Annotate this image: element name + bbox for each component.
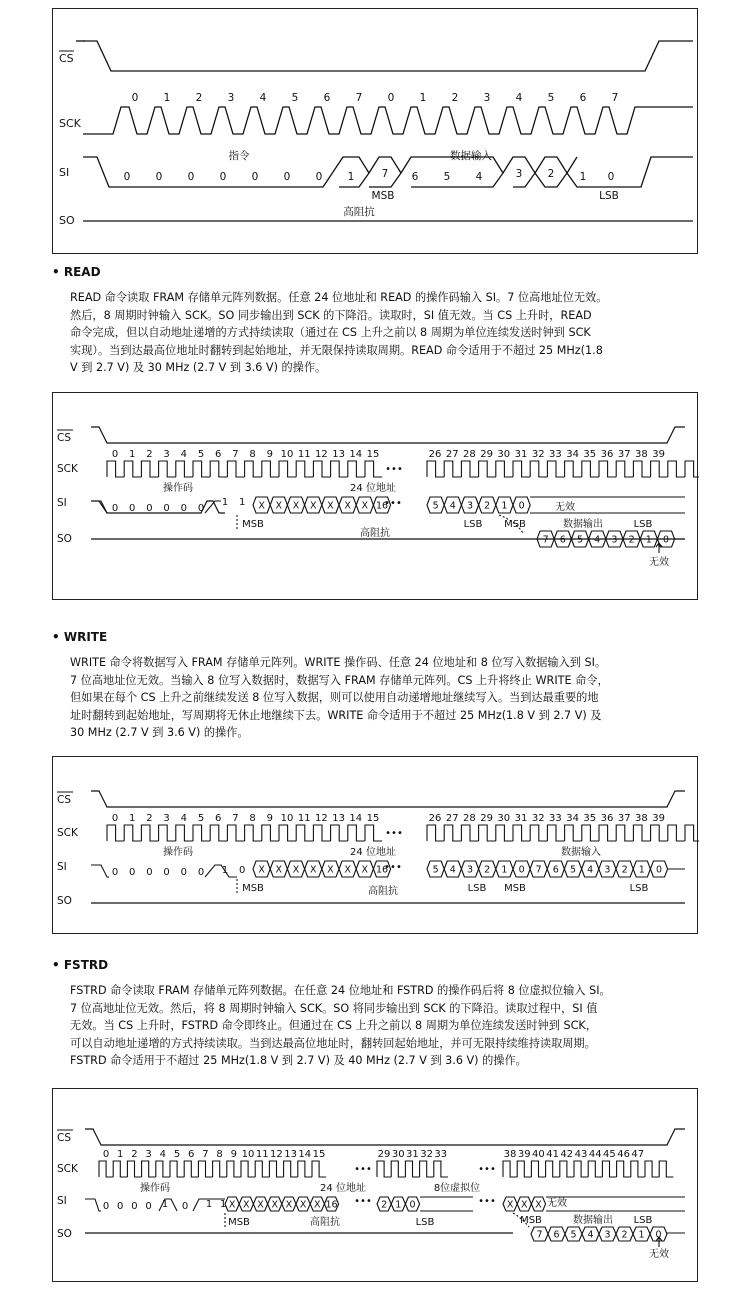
sck-cycle-number: 37: [617, 449, 631, 460]
svg-text:2: 2: [451, 92, 459, 104]
opcode-bit: 0: [163, 503, 170, 514]
label-data-output: 数据输出: [563, 519, 603, 530]
sck-cycle-number: 14: [298, 1149, 312, 1160]
label-opcode: 操作码: [163, 847, 193, 858]
svg-text:0: 0: [187, 171, 195, 183]
label-msb: MSB: [242, 883, 264, 894]
data-out-bit: 2: [628, 534, 635, 546]
sck-cycle-number: 15: [366, 813, 380, 824]
ellipsis-si-1: •••: [354, 1196, 372, 1207]
svg-text:3: 3: [227, 92, 235, 104]
sck-cycle-number: 28: [463, 813, 476, 824]
sck-cycle-number: 44: [588, 1149, 602, 1160]
svg-text:3: 3: [483, 92, 491, 104]
ellipsis-si: •••: [384, 862, 402, 873]
ellipsis-si-2: •••: [478, 1196, 496, 1207]
opcode-bit: 0: [102, 1201, 110, 1212]
opcode-bit: 0: [239, 865, 246, 876]
address-bit: X: [344, 500, 351, 512]
sck-cycle-number: 7: [232, 813, 239, 824]
address-tail-bit: 1: [501, 500, 508, 512]
sck-cycle-number: 7: [232, 449, 239, 460]
sck-cycle-number: 32: [531, 449, 545, 460]
label-data-input: 数据输入: [450, 150, 492, 162]
sck-cycle-number: 8: [216, 1149, 223, 1160]
sck-cycle-number: 46: [617, 1149, 630, 1160]
sck-clock-segment: [107, 461, 382, 477]
sck-cycle-number: 10: [280, 449, 294, 460]
sck-cycle-number: 0: [111, 813, 119, 824]
sck-cycle-number: 1: [129, 813, 136, 824]
ellipsis-sck: •••: [385, 464, 403, 475]
address-bit: X: [271, 1199, 278, 1211]
address-tail-bit: 5: [432, 864, 439, 876]
sck-cycle-number: 30: [497, 449, 511, 460]
sck-cycle-number: 39: [652, 449, 665, 460]
cs-label: CS: [57, 432, 71, 444]
si-label: SI: [57, 861, 67, 873]
address-bit: X: [309, 500, 317, 512]
svg-text:0: 0: [155, 171, 163, 183]
sck-cycle-number: 32: [531, 813, 545, 824]
section-title-read: • READ: [52, 265, 101, 279]
svg-text:4: 4: [515, 92, 523, 104]
sck-cycle-number: 12: [315, 813, 328, 824]
svg-text:0: 0: [607, 171, 615, 183]
address-bit: X: [361, 500, 369, 512]
address-tail-bit: 3: [466, 864, 474, 876]
svg-text:5: 5: [291, 92, 299, 104]
data-out-bit: 6: [559, 534, 566, 546]
sck-cycle-number: 10: [280, 813, 294, 824]
timing-svg-4: [53, 1089, 699, 1283]
write-timing-diagram: [52, 756, 698, 934]
sck-clock-segment: [377, 1161, 448, 1177]
sck-cycle-number: 5: [197, 449, 205, 460]
data-out-bit: 5: [570, 1229, 577, 1241]
sck-cycle-number: 0: [111, 449, 119, 460]
sck-cycle-number: 36: [600, 449, 614, 460]
sck-cycle-number: 2: [146, 813, 153, 824]
address-tail-bit: 1: [501, 864, 508, 876]
label-lsb: LSB: [463, 519, 483, 530]
sck-cycle-number: 9: [266, 449, 273, 460]
data-in-bit: 4: [587, 864, 594, 876]
sck-clock-segment: [107, 825, 382, 841]
sck-cycle-number: 14: [349, 449, 363, 460]
opcode-bit: 1: [220, 1199, 227, 1210]
sck-cycle-number: 9: [230, 1149, 237, 1160]
timing-svg-2: [53, 393, 699, 601]
address-bit: X: [275, 864, 283, 876]
address-tail-bit: 2: [381, 1199, 388, 1211]
sck-cycle-number: 29: [480, 813, 493, 824]
sck-cycle-number: 12: [270, 1149, 283, 1160]
sck-cycle-number: 4: [159, 1149, 166, 1160]
sck-cycle-number: 5: [197, 813, 205, 824]
address-tail-bit: 4: [449, 500, 456, 512]
data-out-bit: 0: [662, 534, 670, 546]
sck-cycle-number: 31: [514, 449, 528, 460]
svg-text:2: 2: [195, 92, 203, 104]
sck-cycle-number: 2: [146, 449, 153, 460]
si-label: SI: [59, 166, 70, 179]
data-out-bit: 1: [638, 1229, 645, 1241]
sck-label: SCK: [57, 827, 78, 839]
sck-cycle-number: 15: [312, 1149, 326, 1160]
svg-text:0: 0: [315, 171, 323, 183]
opcode-bit: 1: [221, 497, 229, 508]
opcode-bit: 0: [181, 1201, 189, 1212]
label-lsb: LSB: [467, 883, 487, 894]
sck-cycle-number: 5: [173, 1149, 181, 1160]
svg-text:7: 7: [611, 92, 619, 104]
sck-cycle-number: 35: [583, 813, 597, 824]
sck-cycle-number: 6: [215, 449, 222, 460]
sck-clock-segment: [503, 1161, 673, 1177]
sck-cycle-number: 27: [445, 449, 459, 460]
sck-cycle-number: 41: [546, 1149, 559, 1160]
sck-cycle-number: 31: [406, 1149, 419, 1160]
svg-text:1: 1: [419, 92, 427, 104]
label-msb: MSB: [228, 1217, 250, 1228]
label-msb-out: MSB: [504, 519, 526, 530]
read-timing-diagram-1: [52, 8, 698, 254]
opcode-bit: 0: [117, 1201, 124, 1212]
address-bit: X: [299, 1199, 307, 1211]
svg-text:0: 0: [219, 171, 227, 183]
sck-cycle-number: 13: [284, 1149, 297, 1160]
data-out-bit: 0: [655, 1229, 662, 1241]
label-msb: MSB: [242, 519, 264, 530]
label-opcode: 操作码: [163, 483, 193, 494]
address-bit: X: [275, 500, 283, 512]
read-description: READ 命令读取 FRAM 存储单元阵列数据。任意 24 位地址和 READ 的操作码输入 SI。7 位高地址位无效。 然后，8 周期时钟输入 SCK。SO 同步输出到 SCK 的下降沿。读取时，SI 值无效。当 CS 上升时，READ 命令完成，但以自动地址递增的方式持续读取（通过在 CS 上升之前以 8 周期为单位连续发送时钟到 SCK 实现）。当到达最高位地址时翻转到起始地址，并无限保持读取周期。READ 命令适用于不超过 25 MHz(1.8 V 到 2.7 V) 及 30 MHz (2.7 V 到 3.6 V) 的操作。: [70, 291, 608, 375]
label-data-output: 数据输出: [573, 1215, 613, 1226]
ellipsis-sck: •••: [385, 828, 403, 839]
address-bit: X: [228, 1199, 236, 1211]
opcode-bit: 0: [146, 503, 153, 514]
ellipsis-si: •••: [384, 498, 402, 509]
sck-cycle-number: 8: [249, 449, 256, 460]
sck-cycle-number: 42: [560, 1149, 574, 1160]
label-msb: MSB: [371, 190, 395, 202]
opcode-bit: 0: [163, 867, 170, 878]
address-bit: X: [344, 864, 351, 876]
sck-cycle-number: 47: [631, 1149, 645, 1160]
opcode-bit: 0: [180, 867, 187, 878]
opcode-bit: 0: [111, 867, 119, 878]
sck-cycle-number: 33: [549, 449, 562, 460]
sck-cycle-number: 37: [617, 813, 631, 824]
sck-cycle-number: 4: [180, 449, 187, 460]
cs-label: CS: [57, 794, 71, 806]
sck-cycle-number: 45: [603, 1149, 616, 1160]
svg-text:6: 6: [411, 171, 419, 183]
label-invalid: 无效: [547, 1198, 567, 1209]
sck-cycle-number: 0: [102, 1149, 110, 1160]
label-lsb-out: LSB: [633, 519, 653, 530]
address-tail-bit: 1: [395, 1199, 402, 1211]
label-lsb-data: LSB: [629, 883, 649, 894]
address-bit: X: [327, 500, 334, 512]
label-invalid-out: 无效: [649, 557, 669, 568]
data-out-bit: 7: [536, 1229, 543, 1241]
label-invalid: 无效: [555, 502, 575, 513]
sck-cycle-number: 43: [574, 1149, 588, 1160]
sck-label: SCK: [59, 117, 81, 130]
cs-label: CS: [57, 1132, 71, 1144]
sck-clock-segment: [99, 1161, 326, 1177]
sck-cycle-number: 39: [517, 1149, 531, 1160]
sck-cycle-number: 26: [428, 449, 442, 460]
svg-text:0: 0: [123, 171, 131, 183]
address-bit: X: [285, 1199, 293, 1211]
data-in-bit: 1: [638, 864, 645, 876]
si-label: SI: [57, 497, 67, 509]
timing-svg-3: [53, 757, 699, 935]
address-tail-bit: 2: [484, 500, 491, 512]
svg-text:5: 5: [443, 171, 451, 183]
sck-cycle-number: 38: [635, 813, 648, 824]
sck-cycle-number: 3: [163, 449, 170, 460]
svg-text:2: 2: [547, 168, 555, 180]
data-out-bit: 2: [621, 1229, 628, 1241]
address-bit: X: [361, 864, 369, 876]
data-out-bit: 4: [594, 534, 601, 546]
so-label: SO: [57, 533, 72, 545]
sck-cycle-number: 27: [445, 813, 459, 824]
svg-text:3: 3: [515, 168, 523, 180]
sck-cycle-number: 14: [349, 813, 363, 824]
opcode-bit: 0: [129, 867, 136, 878]
svg-text:1: 1: [579, 171, 587, 183]
opcode-bit: 0: [111, 503, 119, 514]
data-in-bit: 6: [552, 864, 559, 876]
write-description: WRITE 命令将数据写入 FRAM 存储单元阵列。WRITE 操作码、任意 24 位地址和 8 位写入数据输入到 SI。 7 位高地址位无效。当输入 8 位写入数据时，数据写入 FRAM 存储单元阵列。CS 上升将终止 WRITE 命令， 但如果在每个 CS 上升之前继续发送 8 位写入数据，则可以使用自动递增地址继续写入。当到达最重要的地 址时翻转到起始地址，写周期将无休止地继续下去。WRITE 命令适用于不超过 25 MHz(1.8 V 到 2.7 V) 及 30 MHz (2.7 V 到 3.6 V) 的操作。: [70, 656, 609, 740]
svg-text:4: 4: [475, 171, 483, 183]
opcode-bit: 0: [180, 503, 187, 514]
timing-svg-1: [53, 9, 699, 255]
sck-cycle-number: 3: [145, 1149, 152, 1160]
sck-cycle-number: 40: [532, 1149, 545, 1160]
address-bit: 16: [325, 1199, 338, 1211]
svg-text:0: 0: [283, 171, 291, 183]
label-lsb-out: LSB: [633, 1215, 653, 1226]
svg-text:4: 4: [259, 92, 267, 104]
sck-cycle-number: 2: [131, 1149, 138, 1160]
data-in-bit: 7: [535, 864, 542, 876]
label-invalid-out: 无效: [649, 1249, 669, 1260]
sck-label: SCK: [57, 463, 78, 475]
si-label: SI: [57, 1195, 67, 1207]
sck-cycle-number: 38: [635, 449, 648, 460]
ellipsis-sck-2: •••: [478, 1164, 496, 1175]
label-msb-data: MSB: [504, 883, 526, 894]
address-tail-bit: 2: [484, 864, 491, 876]
section-title-write: • WRITE: [52, 630, 108, 644]
data-out-bit: 6: [553, 1229, 560, 1241]
sck-label: SCK: [57, 1163, 78, 1175]
ellipsis-sck-1: •••: [354, 1164, 372, 1175]
fstrd-timing-diagram: [52, 1088, 698, 1282]
opcode-bit: 1: [205, 1199, 213, 1210]
sck-cycle-number: 6: [215, 813, 222, 824]
sck-cycle-number: 6: [188, 1149, 195, 1160]
sck-cycle-number: 11: [255, 1149, 269, 1160]
svg-text:7: 7: [381, 168, 389, 180]
label-24bit-address: 24 位地址: [350, 847, 396, 858]
sck-clock-segment: [427, 461, 699, 477]
address-bit: 16: [375, 500, 389, 512]
opcode-bit: 1: [161, 1199, 169, 1210]
data-in-bit: 3: [604, 864, 611, 876]
address-bit: X: [327, 864, 334, 876]
address-bit: X: [258, 864, 265, 876]
label-lsb: LSB: [599, 190, 619, 202]
sck-cycle-number: 36: [600, 813, 614, 824]
sck-cycle-number: 29: [377, 1149, 391, 1160]
opcode-bit: 0: [145, 1201, 152, 1212]
label-command: 指令: [228, 150, 250, 162]
label-24bit-address: 24 位地址: [350, 483, 396, 494]
sck-cycle-number: 12: [315, 449, 328, 460]
section-title-fstrd: • FSTRD: [52, 958, 109, 972]
opcode-bit: 0: [146, 867, 153, 878]
sck-cycle-number: 10: [241, 1149, 255, 1160]
data-out-bit: 1: [645, 534, 652, 546]
read-timing-diagram-2: [52, 392, 698, 600]
sck-cycle-number: 8: [249, 813, 256, 824]
label-high-impedance: 高阻抗: [343, 206, 375, 218]
sck-cycle-number: 34: [566, 813, 579, 824]
opcode-bit: 0: [197, 867, 205, 878]
label-high-impedance: 高阻抗: [368, 886, 398, 897]
address-bit: 16: [375, 864, 389, 876]
sck-cycle-number: 29: [480, 449, 493, 460]
address-tail-bit: 0: [409, 1199, 416, 1211]
sck-clock-segment: [427, 825, 699, 841]
address-bit: X: [258, 500, 265, 512]
address-tail-bit: 4: [449, 864, 456, 876]
svg-text:1: 1: [347, 171, 355, 183]
opcode-bit: 1: [239, 497, 246, 508]
sck-cycle-number: 30: [391, 1149, 405, 1160]
sck-cycle-number: 30: [497, 813, 511, 824]
opcode-bit: 0: [129, 503, 136, 514]
sck-cycle-number: 31: [514, 813, 528, 824]
sck-cycle-number: 39: [652, 813, 665, 824]
svg-text:0: 0: [251, 171, 259, 183]
data-in-bit: 2: [621, 864, 628, 876]
svg-text:6: 6: [579, 92, 587, 104]
sck-cycle-number: 9: [266, 813, 273, 824]
opcode-bit: 0: [131, 1201, 138, 1212]
sck-cycle-number: 32: [420, 1149, 433, 1160]
address-tail-bit: 0: [518, 864, 525, 876]
dummy-bit: X: [506, 1199, 514, 1211]
so-label: SO: [59, 214, 75, 227]
sck-cycle-number: 1: [117, 1149, 124, 1160]
data-out-bit: 7: [542, 534, 549, 546]
label-data-input: 数据输入: [561, 847, 601, 858]
address-bit: X: [243, 1199, 250, 1211]
sck-cycle-number: 15: [366, 449, 380, 460]
address-bit: X: [314, 1199, 321, 1211]
label-24bit-address: 24 位地址: [320, 1183, 366, 1194]
data-out-bit: 3: [604, 1229, 611, 1241]
sck-cycle-number: 11: [297, 813, 311, 824]
sck-cycle-number: 26: [428, 813, 442, 824]
address-tail-bit: 5: [432, 500, 439, 512]
address-bit: X: [257, 1199, 264, 1211]
svg-text:6: 6: [323, 92, 331, 104]
label-msb-out: MSB: [520, 1215, 542, 1226]
sck-cycle-number: 13: [332, 813, 345, 824]
dummy-bit: X: [521, 1199, 528, 1211]
so-label: SO: [57, 895, 72, 907]
label-high-impedance: 高阻抗: [360, 528, 390, 539]
so-label: SO: [57, 1228, 72, 1240]
sck-cycle-number: 13: [332, 449, 345, 460]
sck-cycle-number: 35: [583, 449, 597, 460]
sck-cycle-number: 28: [463, 449, 476, 460]
address-tail-bit: 0: [518, 500, 525, 512]
data-out-bit: 5: [576, 534, 584, 546]
fstrd-description: FSTRD 命令读取 FRAM 存储单元阵列数据。在任意 24 位地址和 FSTRD 的操作码后将 8 位虚拟位输入 SI。 7 位高地址位无效。然后，将 8 周期时钟输入 SCK。SO 将同步输出到 SCK 的下降沿。读取过程中，SI 值 无效。当 CS 上升时，FSTRD 命令即终止。但通过在 CS 上升之前以 8 周期为单位连续发送时钟到 SCK， 可以自动地址递增的方式持续读取。当到达最高位地址时，翻转回起始地址，并可无限持续维持读取周期。 FSTRD 命令适用于不超过 25 MHz(1.8 V 到 2.7 V) 及 40 MHz (2.7 V 到 3.6 V) 的操作。: [70, 984, 611, 1068]
sck-cycle-number: 33: [549, 813, 562, 824]
label-dummy-bits: 8位虚拟位: [433, 1183, 481, 1194]
sck-cycle-number: 3: [163, 813, 170, 824]
sck-cycle-number: 33: [434, 1149, 448, 1160]
data-out-bit: 3: [611, 534, 618, 546]
svg-text:5: 5: [547, 92, 555, 104]
svg-text:0: 0: [387, 92, 395, 104]
data-out-bit: 4: [587, 1229, 594, 1241]
cs-label: CS: [59, 52, 74, 65]
address-bit: X: [292, 864, 300, 876]
opcode-bit: 1: [221, 865, 229, 876]
label-lsb: LSB: [415, 1217, 435, 1228]
label-high-impedance: 高阻抗: [310, 1217, 340, 1228]
address-bit: X: [309, 864, 317, 876]
data-in-bit: 0: [655, 864, 663, 876]
sck-cycle-number: 11: [297, 449, 311, 460]
sck-cycle-number: 38: [503, 1149, 517, 1160]
label-opcode: 操作码: [140, 1183, 170, 1194]
data-in-bit: 5: [569, 864, 577, 876]
sck-cycle-number: 1: [129, 449, 136, 460]
svg-text:7: 7: [355, 92, 363, 104]
svg-text:0: 0: [131, 92, 139, 104]
sck-cycle-number: 34: [566, 449, 579, 460]
sck-cycle-number: 4: [180, 813, 187, 824]
address-bit: X: [292, 500, 300, 512]
sck-cycle-number: 7: [202, 1149, 209, 1160]
dummy-bit: X: [535, 1199, 542, 1211]
opcode-bit: 0: [197, 503, 205, 514]
svg-text:1: 1: [163, 92, 171, 104]
address-tail-bit: 3: [466, 500, 474, 512]
